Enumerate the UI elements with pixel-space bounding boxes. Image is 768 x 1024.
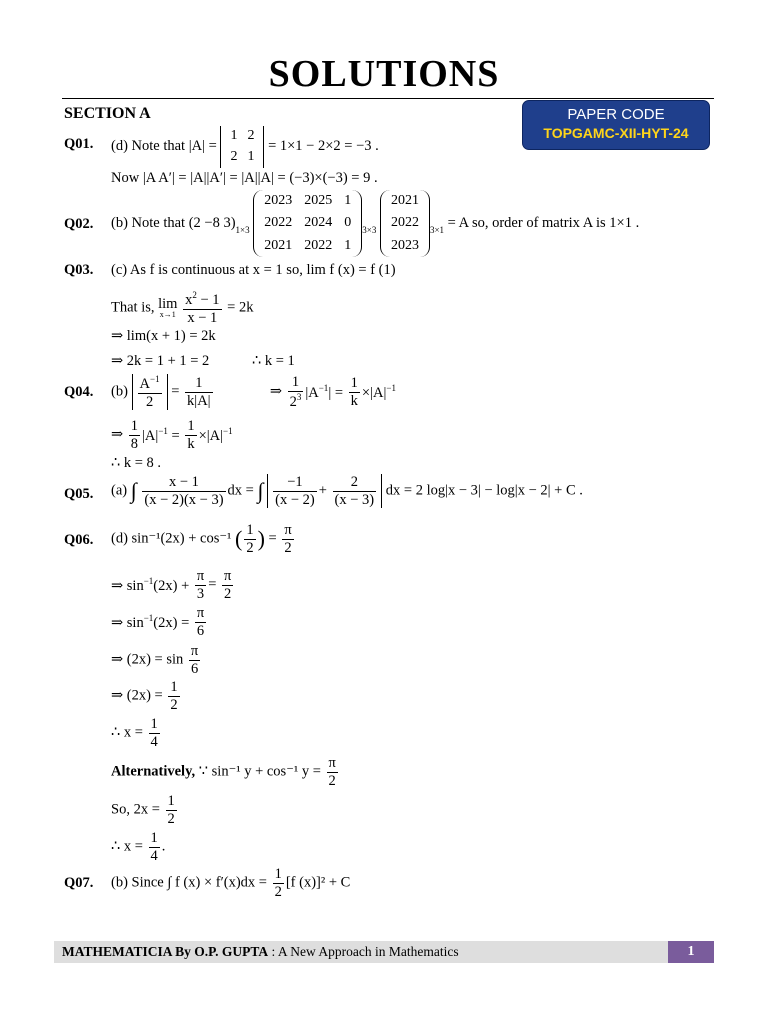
- q07-line: (b) Since ∫ f (x) × f′(x)dx = $\frac{1}{2}$ [f (x)]² + C: [111, 866, 351, 900]
- q05-number: Q05.: [64, 486, 94, 502]
- q03-line2-post: = 2k: [227, 299, 254, 316]
- q04-frac-k: $\frac{1}{k}$: [350, 374, 358, 409]
- q06-alt-rest: ∵ sin⁻¹ y + cos⁻¹ y =: [198, 763, 321, 780]
- q01-post: = 1×1 − 2×2 = −3 .: [268, 138, 379, 155]
- q05-line: (a) ∫ $\frac{x - 1}{(x - 2)(x - 3)}$ dx = ∫ $\frac{-1}{(x - 2)}$ + $\frac{2}{(x - 3)}$ dx = 2 log|x − 3| − log|x − 2| + C .: [111, 474, 583, 508]
- footer-text: [62, 944, 459, 960]
- q04-lhs: $\frac{A^{-1}}{2}$: [132, 374, 168, 410]
- q06-line4: ⇒ (2x) = sin $\frac{\pi}{6}$: [111, 643, 199, 677]
- q05-partial-fractions: $\frac{-1}{(x - 2)}$ + $\frac{2}{(x - 3)}$: [267, 474, 382, 508]
- q03-limit: lim x→1: [158, 295, 178, 320]
- q06-alt-label: Alternatively,: [111, 763, 196, 780]
- q06-final-line: ∴ x = $\frac{1}{4}$ .: [111, 830, 166, 864]
- paper-code-label: PAPER CODE: [567, 106, 665, 123]
- q02-number: Q02.: [64, 216, 94, 232]
- q03-line2: [111, 290, 253, 326]
- q03-fraction: $\frac{x^2 - 1}{x - 1}$: [185, 290, 220, 326]
- q03-line4b: ∴ k = 1: [252, 353, 295, 369]
- q06-so-line: So, 2x = $\frac{1}{2}$: [111, 793, 175, 827]
- q02-matrix-3x1: 2021 2022 2023: [380, 190, 430, 257]
- q02-sub2: 3×3: [362, 224, 377, 235]
- q01-pre: (d) Note that: [111, 138, 186, 155]
- q01-line1: [111, 126, 379, 168]
- q05-pre: (a): [111, 482, 128, 499]
- q07-number: Q07.: [64, 875, 94, 891]
- q03-line1: (c) As f is continuous at x = 1 so, lim f (x) = f (1): [111, 262, 396, 278]
- q01-determinant: 1 2 2 1: [220, 126, 264, 168]
- q04-line1: (b) $\frac{A^{-1}}{2}$ = $\frac{1}{k|A|}$ ⇒ $\frac{1}{2^3}$ $|A^{-1}|$ = $\frac{1}{k}$ $\times|A|^{-1}$: [111, 374, 396, 410]
- q06-line1-pre: (d) sin⁻¹(2x) + cos⁻¹: [111, 530, 232, 547]
- q02-sub3: 3×1: [429, 224, 445, 235]
- q06-line3: ⇒ $\sin^{-1}(2x)$ = $\frac{\pi}{6}$: [111, 605, 205, 639]
- q06-line6: ∴ x = $\frac{1}{4}$: [111, 716, 158, 750]
- q04-frac-2cube: $\frac{1}{2^3}$: [289, 374, 302, 410]
- section-heading: SECTION A: [64, 105, 151, 122]
- q01-number: Q01.: [64, 136, 94, 152]
- title-rule: [62, 98, 714, 99]
- q02-post: = A so, order of matrix A is 1×1 .: [447, 214, 640, 231]
- q06-line2: ⇒ $\sin^{-1}(2x)$ + $\frac{\pi}{3}$ = $\frac{\pi}{2}$: [111, 568, 232, 602]
- q06-number: Q06.: [64, 532, 94, 548]
- footer-tagline: : A New Approach in Mathematics: [268, 944, 459, 959]
- q04-pre: (b): [111, 383, 128, 400]
- q06-alt-line: Alternatively, ∵ sin⁻¹ y + cos⁻¹ y = $\frac{\pi}{2}$: [111, 755, 336, 789]
- q03-line4a: ⇒ 2k = 1 + 1 = 2: [111, 353, 210, 369]
- q04-line3: ∴ k = 8 .: [111, 455, 162, 471]
- paper-code-value: TOPGAMC-XII-HYT-24: [543, 125, 689, 141]
- q02-line: [111, 190, 639, 257]
- q06-line1: (d) sin⁻¹(2x) + cos⁻¹ ( $\frac{1}{2}$ ) = $\frac{\pi}{2}$: [111, 522, 292, 556]
- footer-brand: MATHEMATICIA By O.P. GUPTA: [62, 944, 269, 959]
- q02-sub1: 1×3: [235, 224, 250, 235]
- q04-line2: ⇒ $\frac{1}{8}$ $|A|^{-1}$ = $\frac{1}{k}$ $\times|A|^{-1}$: [111, 418, 233, 452]
- q06-so: So, 2x =: [111, 801, 160, 818]
- page-footer: [54, 941, 714, 963]
- q04-number: Q04.: [64, 384, 94, 400]
- q02-matrix-3x3: 2023 2025 1 2022 2024 0 2021 2022 1: [253, 190, 362, 257]
- page-number: 1: [668, 941, 714, 963]
- q02-pre: (b) Note that (2 −8 3): [111, 214, 236, 231]
- q03-number: Q03.: [64, 262, 94, 278]
- q01-det-expr: |A| =: [188, 138, 217, 155]
- q06-line5: ⇒ (2x) = $\frac{1}{2}$: [111, 679, 178, 713]
- q07-pre: (b) Since ∫ f (x) × f′(x)dx =: [111, 874, 267, 891]
- q05-post: dx = 2 log|x − 3| − log|x − 2| + C .: [385, 482, 583, 499]
- q04-rhs: $\frac{1}{k|A|}$: [187, 374, 211, 409]
- page-title: SOLUTIONS: [268, 53, 500, 95]
- q03-line2-pre: That is,: [111, 299, 155, 316]
- paper-code-box: [522, 100, 710, 150]
- q07-post: [f (x)]² + C: [285, 874, 351, 891]
- q06-final: ∴ x =: [111, 838, 143, 855]
- q01-line2: Now |A A′| = |A||A′| = |A||A| = (−3)×(−3) = 9 .: [111, 170, 378, 186]
- q03-line3: ⇒ lim(x + 1) = 2k: [111, 328, 216, 344]
